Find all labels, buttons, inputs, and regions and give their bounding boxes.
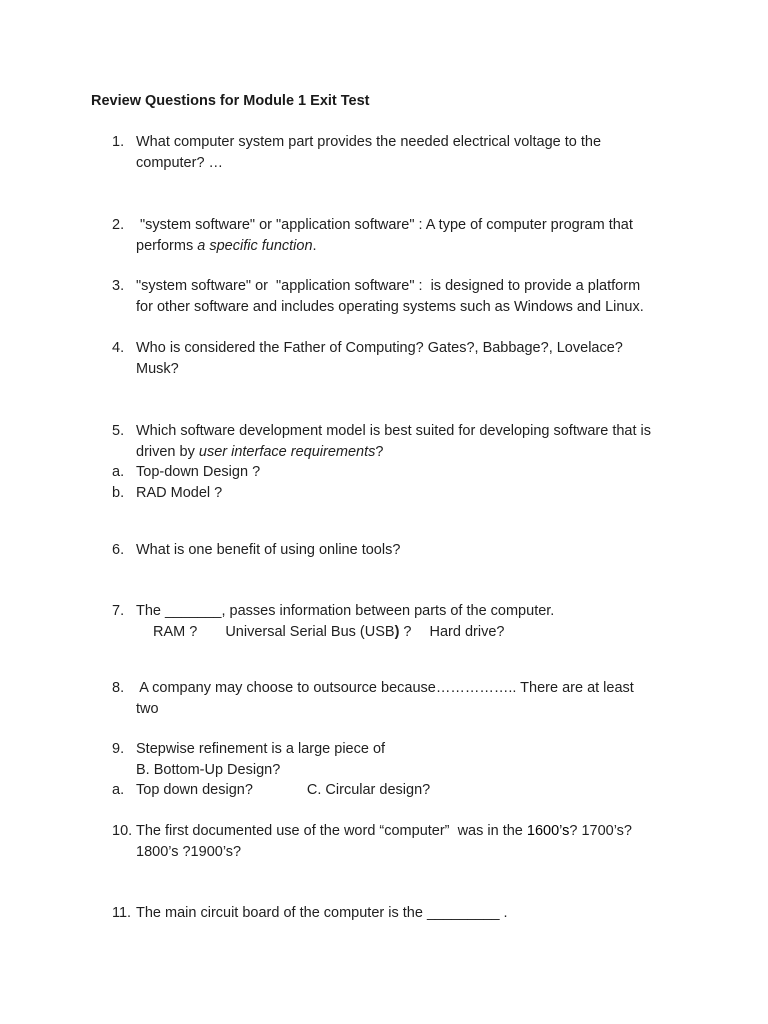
question-text bbox=[136, 821, 632, 842]
question-4 bbox=[112, 338, 692, 379]
text-fragment: driven by bbox=[136, 443, 199, 460]
option-marker: a. bbox=[112, 782, 125, 798]
option-row bbox=[136, 780, 430, 801]
question-text-cont: two bbox=[136, 700, 159, 717]
question-text: Stepwise refinement is a large piece of bbox=[136, 741, 386, 757]
question-number: 6. bbox=[112, 542, 125, 558]
text-fragment: ? 1700’s? bbox=[569, 823, 632, 839]
question-9 bbox=[112, 739, 692, 801]
question-text-cont: Musk? bbox=[136, 360, 179, 377]
text-fragment: performs bbox=[136, 237, 198, 254]
question-6 bbox=[112, 540, 692, 561]
question-text: What is one benefit of using online tools? bbox=[136, 542, 401, 558]
text-fragment: Universal Serial Bus (USB bbox=[225, 623, 395, 640]
choice-usb bbox=[225, 624, 411, 640]
emphasis-text: a specific function bbox=[197, 237, 313, 254]
question-5 bbox=[112, 421, 692, 503]
option-a: Top down design? bbox=[136, 782, 253, 798]
emphasis-text: user interface requirements bbox=[198, 443, 376, 460]
question-text-cont: 1800’s ?1900’s? bbox=[136, 843, 242, 860]
question-number: 10. bbox=[112, 823, 133, 839]
question-number: 8. bbox=[112, 680, 125, 696]
text-fragment: ) bbox=[394, 623, 400, 640]
question-text: A company may choose to outsource because…………….. There are at least bbox=[136, 680, 634, 696]
question-text-cont bbox=[112, 442, 692, 463]
question-3 bbox=[112, 276, 692, 317]
question-2 bbox=[112, 215, 692, 256]
question-1 bbox=[112, 132, 692, 173]
question-text-cont: computer? … bbox=[136, 154, 224, 171]
document-title: Review Questions for Module 1 Exit Test bbox=[91, 93, 370, 109]
option-c: C. Circular design? bbox=[306, 782, 431, 798]
question-8 bbox=[112, 678, 692, 719]
question-text: Who is considered the Father of Computing? Gates?, Babbage?, Lovelace? bbox=[136, 340, 623, 356]
option-a: Top-down Design ? bbox=[136, 464, 261, 480]
answer-choices bbox=[112, 622, 692, 643]
choice-ram: RAM ? bbox=[153, 623, 198, 640]
text-fragment: ? bbox=[375, 443, 384, 460]
question-7 bbox=[112, 601, 692, 642]
option-marker: a. bbox=[112, 464, 125, 480]
option-marker: b. bbox=[112, 484, 125, 501]
question-text-cont bbox=[112, 236, 692, 257]
question-number: 7. bbox=[112, 603, 125, 619]
question-text: "system software" or "application software" : A type of computer program that bbox=[136, 217, 633, 233]
question-text: The main circuit board of the computer is the _________ . bbox=[136, 905, 508, 921]
question-10 bbox=[112, 821, 692, 862]
question-number: 2. bbox=[112, 217, 125, 233]
text-fragment: ? bbox=[399, 623, 412, 640]
question-number: 5. bbox=[112, 423, 125, 439]
question-number: 11. bbox=[112, 905, 132, 921]
text-fragment: 1600’s bbox=[526, 823, 570, 839]
question-text-cont: for other software and includes operating systems such as Windows and Linux. bbox=[136, 298, 644, 315]
question-11 bbox=[112, 903, 692, 924]
question-number: 3. bbox=[112, 278, 125, 294]
question-text: Which software development model is best suited for developing software that is bbox=[136, 423, 652, 439]
question-number: 4. bbox=[112, 340, 125, 356]
option-b: RAD Model ? bbox=[136, 484, 223, 501]
question-text: "system software" or "application software" : is designed to provide a platform bbox=[136, 278, 641, 294]
question-number: 1. bbox=[112, 134, 125, 150]
question-text: The _______, passes information between parts of the computer. bbox=[136, 603, 555, 619]
text-fragment: . bbox=[312, 237, 317, 254]
option-b: B. Bottom-Up Design? bbox=[136, 761, 281, 778]
choice-hard-drive: Hard drive? bbox=[429, 623, 505, 640]
question-text: What computer system part provides the needed electrical voltage to the bbox=[136, 134, 602, 150]
question-number: 9. bbox=[112, 741, 125, 757]
text-fragment: The first documented use of the word “computer” was in the bbox=[136, 823, 527, 839]
